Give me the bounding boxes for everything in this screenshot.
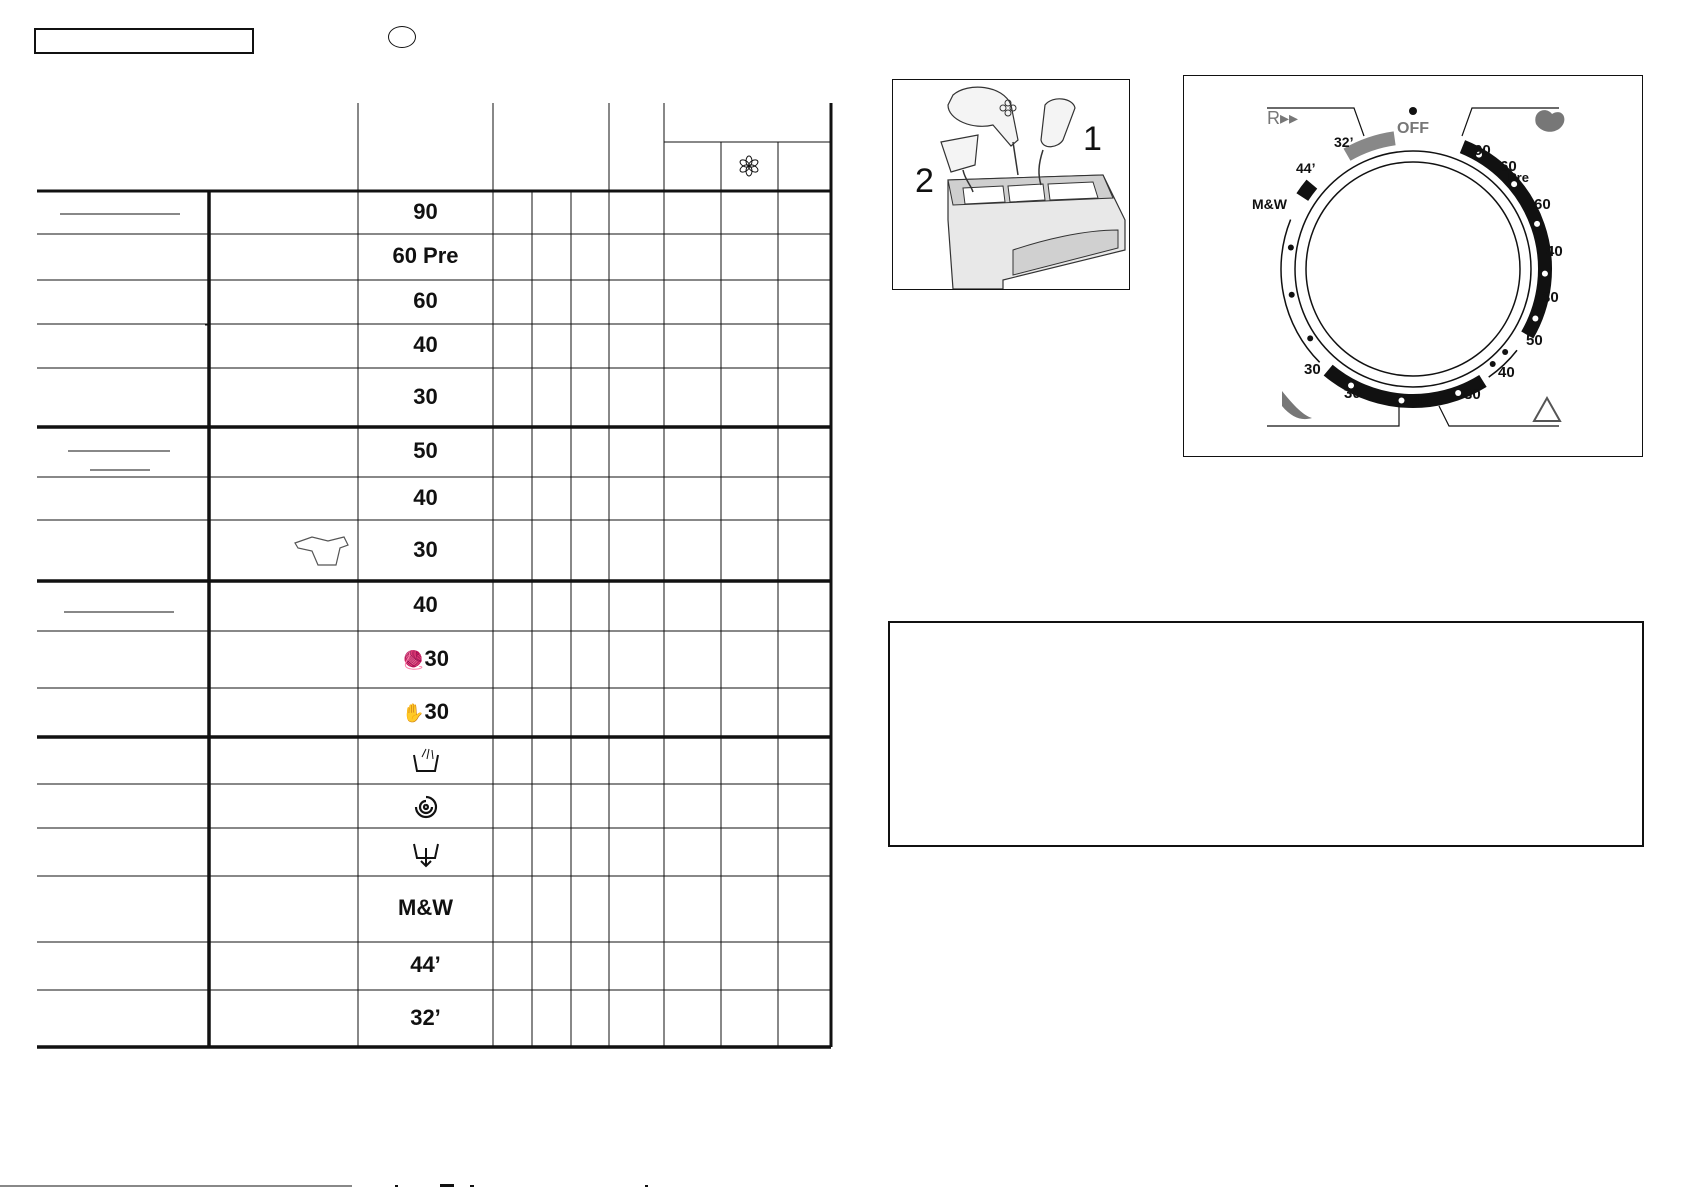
dial-synth-50: 50: [1526, 332, 1543, 349]
delicate-dot: [1455, 390, 1461, 396]
dial-synth-40: 40: [1498, 364, 1515, 381]
programme-temperature: 30: [424, 645, 449, 671]
dial-knob-inner: [1306, 162, 1520, 376]
note-box: [888, 621, 1644, 847]
programme-temperature: 60: [413, 288, 438, 313]
programme-temperature: 50: [413, 438, 438, 463]
quick-arc: [1347, 138, 1395, 154]
dispenser-label-2: 2: [915, 162, 934, 200]
programme-row-label: [358, 537, 493, 563]
cotton-dot: [1534, 221, 1540, 227]
programme-temperature: 40: [413, 332, 438, 357]
programme-row-label: [358, 592, 493, 618]
programme-temperature: 30: [424, 698, 449, 724]
spin-icon: [411, 792, 441, 822]
dial-delicate-40: 40: [1412, 392, 1429, 409]
dial-30: 30: [1542, 289, 1559, 306]
dial-44: 44’: [1296, 160, 1316, 176]
mw-marker: [1302, 184, 1312, 197]
programme-dial-panel: [1183, 75, 1643, 457]
dial-60: 60: [1534, 196, 1551, 213]
cotton-dot: [1532, 315, 1538, 321]
programme-row-label: [358, 485, 493, 511]
programme-row-label: [358, 747, 493, 781]
dispenser-illustration: [892, 79, 1130, 290]
dispenser-label-1: 1: [1083, 120, 1102, 158]
programme-temperature: 44’: [410, 952, 441, 977]
special-dot: [1289, 292, 1295, 298]
drain-icon: [411, 838, 441, 868]
quick-icon: R▸▸: [1267, 108, 1299, 128]
programme-temperature: M&W: [398, 895, 453, 920]
programme-row-label: [358, 243, 493, 269]
special-arc: [1281, 220, 1320, 363]
pre-label: Pre: [1508, 170, 1529, 185]
cotton-dot: [1542, 271, 1548, 277]
programme-row-label: [358, 699, 493, 725]
programme-temperature: 32’: [410, 1004, 441, 1030]
dial-knob-outer: [1295, 151, 1531, 387]
programme-temperature: 60 Pre: [392, 243, 459, 268]
delicate-dot: [1398, 397, 1404, 403]
synthetic-dot: [1490, 361, 1496, 367]
dial-mw: M&W: [1252, 196, 1287, 212]
programme-temperature: 30: [413, 383, 438, 409]
special-dot: [1307, 335, 1313, 341]
programme-temperature: 30: [413, 536, 438, 562]
dial-wool-30: 30: [1344, 385, 1361, 402]
rinse-icon: [411, 747, 441, 775]
programme-row-label: [358, 288, 493, 314]
programme-row-label: [358, 199, 493, 225]
programme-row-label: [358, 384, 493, 410]
dial-32: 32’: [1334, 134, 1354, 150]
special-dot: [1288, 244, 1294, 250]
off-dot: [1409, 107, 1417, 115]
programme-temperature: 90: [413, 198, 438, 224]
programme-row-label: [358, 792, 493, 828]
programme-row-label: [358, 838, 493, 874]
programme-row-label: [358, 332, 493, 358]
feather-icon: [1282, 391, 1312, 419]
snowflake-icon: [739, 156, 759, 176]
programme-temperature: 40: [413, 484, 438, 510]
dial-synth-30: 30: [1464, 386, 1481, 403]
wool-icon: 🧶: [402, 649, 425, 670]
cotton-icon: [1535, 110, 1564, 132]
dial-60-pre: 60: [1500, 158, 1517, 175]
off-label: OFF: [1397, 120, 1429, 137]
programme-row-label: [358, 646, 493, 672]
programme-temperature: 40: [413, 592, 438, 617]
programme-row-label: [358, 895, 493, 921]
programme-row-label: [358, 1005, 493, 1031]
shirt-icon: [295, 537, 348, 565]
synthetic-dot: [1502, 349, 1508, 355]
programme-row-label: [358, 952, 493, 978]
dial-hand-30: 30: [1304, 361, 1321, 378]
footer-rule: [0, 1184, 700, 1191]
triangle-icon: [1534, 398, 1560, 421]
handwash-icon: ✋: [402, 702, 425, 723]
dial-90: 90: [1474, 142, 1491, 159]
programme-row-label: [358, 438, 493, 464]
dial-40: 40: [1546, 243, 1563, 260]
